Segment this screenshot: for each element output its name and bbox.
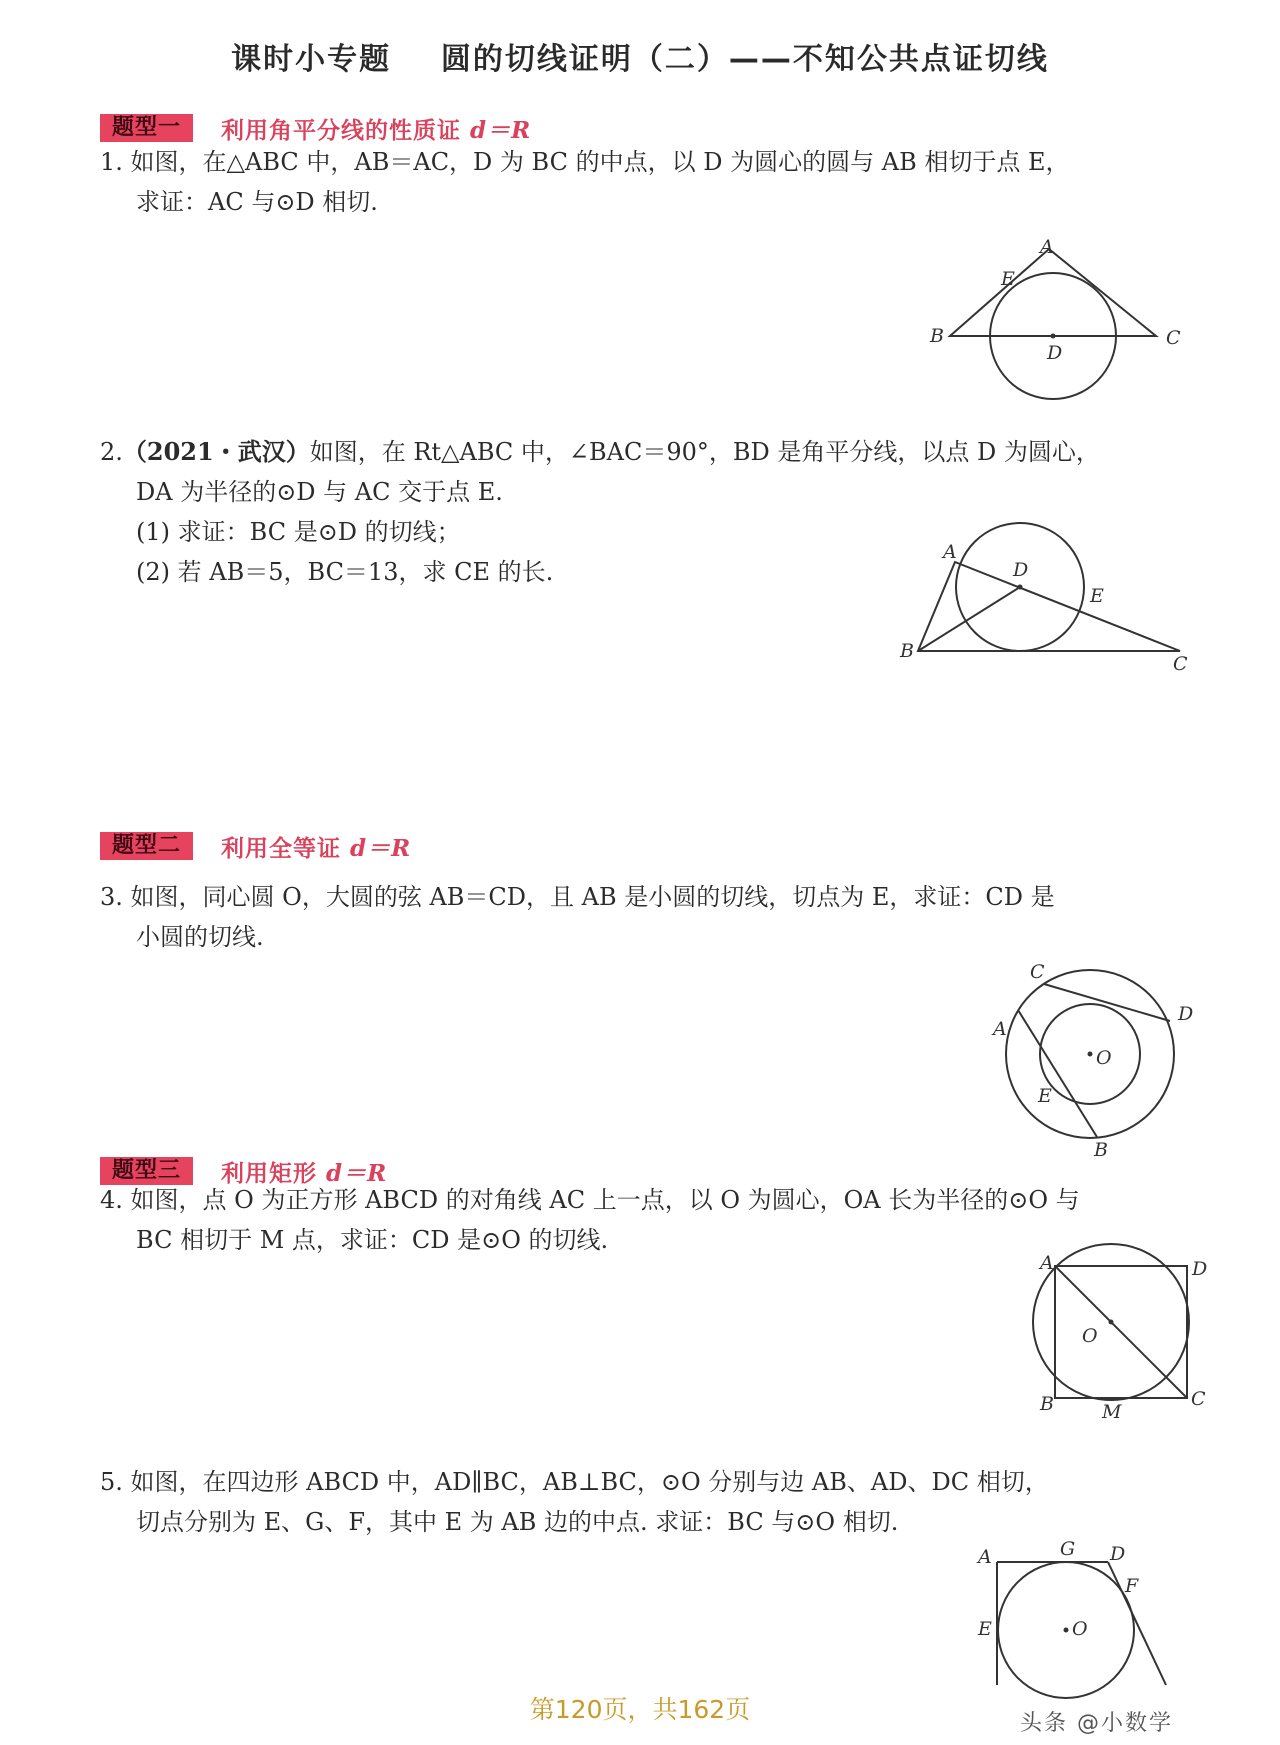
question-3-line-1: 3. 如图，同心圆 O，大圆的弦 AB＝CD，且 AB 是小圆的切线，切点为 E，求证：CD 是 [100,883,1055,911]
question-2-line-1 [100,432,1200,472]
question-2-sub-2: (2) 若 AB＝5，BC＝13，求 CE 的长. [136,558,554,586]
section-tag: 题型三 [100,1157,193,1185]
label-d: D [1110,1543,1126,1565]
center-o-dot [1064,1628,1069,1633]
question-1-line-1: 1. 如图，在△ABC 中，AB＝AC，D 为 BC 的中点，以 D 为圆心的圆与 AB 相切于点 E， [100,148,1070,176]
label-e: E [978,1618,992,1640]
label-d: D [1192,1258,1208,1280]
question-4 [100,1180,1200,1260]
label-e: E [1001,268,1015,290]
section-title-math: d＝R [326,1159,388,1187]
question-5-line-1: 5. 如图，在四边形 ABCD 中，AD∥BC，AB⊥BC，⊙O 分别与边 AB、AD、DC 相切， [100,1468,1049,1496]
question-5 [100,1462,1200,1542]
chord-cd [1044,984,1170,1021]
section-title-text: 利用全等证 [221,835,351,862]
label-g: G [1060,1538,1076,1560]
label-m: M [1102,1401,1122,1423]
question-3-line-2: 小圆的切线. [136,923,264,951]
center-d-dot [1051,334,1056,339]
label-b: B [1094,1139,1108,1161]
question-2-sub-1: (1) 求证：BC 是⊙D 的切线； [136,518,461,546]
chord-ab [1018,1010,1097,1137]
label-a: A [1040,1252,1054,1274]
label-c: C [1030,961,1045,983]
section-tag: 题型一 [100,114,193,142]
figure-2 [895,520,1195,680]
label-e: E [1038,1085,1052,1107]
triangle-abc [950,249,1156,336]
section-title [221,112,531,145]
section-title-math: d＝R [350,834,412,862]
label-d: D [1047,342,1063,364]
label-a: A [1040,236,1054,258]
question-4-line-2: BC 相切于 M 点，求证：CD 是⊙O 的切线. [136,1226,609,1254]
question-5-line-2: 切点分别为 E、G、F，其中 E 为 AB 边的中点. 求证：BC 与⊙O 相切. [136,1508,899,1536]
label-f: F [1125,1575,1139,1597]
label-b: B [900,640,914,662]
section-tag: 题型二 [100,832,193,860]
section-header-2 [100,830,411,862]
section-title [221,830,411,863]
diagonal-ac [1055,1266,1187,1398]
label-d: D [1013,559,1029,581]
label-a: A [993,1018,1007,1040]
question-1 [100,142,1200,222]
label-o: O [1096,1047,1112,1069]
center-d-dot [1018,585,1023,590]
figure-4 [1030,1252,1210,1425]
page-title: 课时小专题 圆的切线证明（二）——不知公共点证切线 [231,42,1049,77]
center-o-dot [1109,1320,1114,1325]
question-2-line-2: DA 为半径的⊙D 与 AC 交于点 E. [136,478,503,506]
figure-1 [920,235,1200,410]
figure-5 [970,1535,1180,1685]
label-a: A [943,541,957,563]
center-o-dot [1088,1052,1093,1057]
section-header-1 [100,112,531,144]
question-2-source: （2021・武汉） [122,437,310,466]
question-4-line-1: 4. 如图，点 O 为正方形 ABCD 的对角线 AC 上一点，以 O 为圆心，OA 长为半径的⊙O 与 [100,1186,1080,1214]
section-title-text: 利用矩形 [221,1160,327,1187]
label-b: B [1040,1393,1054,1415]
figure-3 [990,960,1210,1160]
watermark: 头条 @小数学 [1020,1711,1173,1736]
label-d: D [1178,1003,1194,1025]
question-2-number: 2. [100,438,123,466]
label-o: O [1082,1325,1098,1347]
label-b: B [930,325,944,347]
question-3 [100,877,1200,957]
label-c: C [1166,327,1181,349]
question-2-line-1-rest: 如图，在 Rt△ABC 中，∠BAC＝90°，BD 是角平分线，以点 D 为圆心， [309,438,1100,466]
label-o: O [1072,1618,1088,1640]
label-a: A [978,1546,992,1568]
section-title-math: d＝R [470,116,532,144]
label-c: C [1191,1388,1206,1410]
question-1-line-2: 求证：AC 与⊙D 相切. [136,188,378,216]
bisector-bd [918,587,1020,651]
label-e: E [1090,585,1104,607]
section-title-text: 利用角平分线的性质证 [221,117,471,144]
label-c: C [1173,653,1188,675]
page-footer: 第120页，共162页 [529,1695,751,1724]
